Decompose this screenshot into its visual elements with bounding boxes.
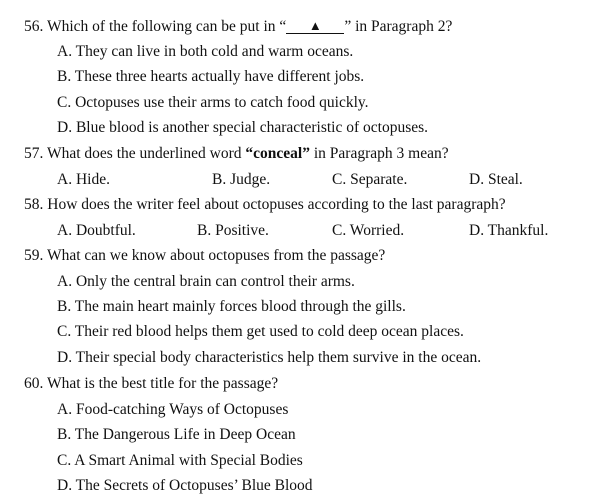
- question-56-stem: [24, 17, 452, 37]
- question-number: 58.: [24, 196, 44, 213]
- question-number: 59.: [24, 247, 44, 264]
- option-58-b: B. Positive.: [197, 222, 269, 239]
- question-59-stem: [24, 246, 385, 266]
- option-60-b: B. The Dangerous Life in Deep Ocean: [57, 426, 296, 443]
- question-60-stem: [24, 374, 278, 394]
- option-59-d: D. Their special body characteristics help them survive in the ocean.: [57, 349, 482, 366]
- option-56-d: D. Blue blood is another special characteristic of octopuses.: [57, 119, 429, 136]
- option-56-a: A. They can live in both cold and warm oceans.: [57, 43, 354, 60]
- option-60-a: A. Food-catching Ways of Octopuses: [57, 401, 289, 418]
- question-number: 60.: [24, 375, 44, 392]
- option-59-c: C. Their red blood helps them get used to cold deep ocean places.: [57, 323, 464, 340]
- question-57-stem: [24, 144, 449, 164]
- option-57-a: A. Hide.: [57, 171, 110, 188]
- question-text-before: What does the underlined word: [46, 145, 246, 162]
- option-59-b: B. The main heart mainly forces blood through the gills.: [57, 298, 406, 315]
- keyword-conceal: “conceal”: [245, 145, 310, 162]
- question-number: 56.: [24, 18, 44, 35]
- option-60-d: D. The Secrets of Octopuses’ Blue Blood: [57, 477, 313, 494]
- option-58-d: D. Thankful.: [469, 222, 549, 239]
- question-text-after: in Paragraph 3 mean?: [310, 145, 449, 162]
- question-text: How does the writer feel about octopuses according to the last paragraph?: [47, 196, 506, 213]
- question-text-after: ” in Paragraph 2?: [344, 18, 453, 35]
- question-text: What can we know about octopuses from the passage?: [46, 247, 386, 264]
- question-text-before: Which of the following can be put in “: [46, 18, 287, 35]
- question-text: What is the best title for the passage?: [46, 375, 279, 392]
- option-57-d: D. Steal.: [469, 171, 523, 188]
- triangle-icon: ▲: [308, 18, 322, 33]
- option-59-a: A. Only the central brain can control their arms.: [57, 273, 355, 290]
- question-58-stem: [24, 195, 506, 215]
- option-58-c: C. Worried.: [332, 222, 405, 239]
- option-57-b: B. Judge.: [212, 171, 271, 188]
- option-58-a: A. Doubtful.: [57, 222, 136, 239]
- option-56-c: C. Octopuses use their arms to catch food quickly.: [57, 94, 369, 111]
- option-60-c: C. A Smart Animal with Special Bodies: [57, 452, 303, 469]
- option-57-c: C. Separate.: [332, 171, 408, 188]
- question-number: 57.: [24, 145, 44, 162]
- option-56-b: B. These three hearts actually have different jobs.: [57, 68, 365, 85]
- blank-with-triangle: [286, 19, 344, 34]
